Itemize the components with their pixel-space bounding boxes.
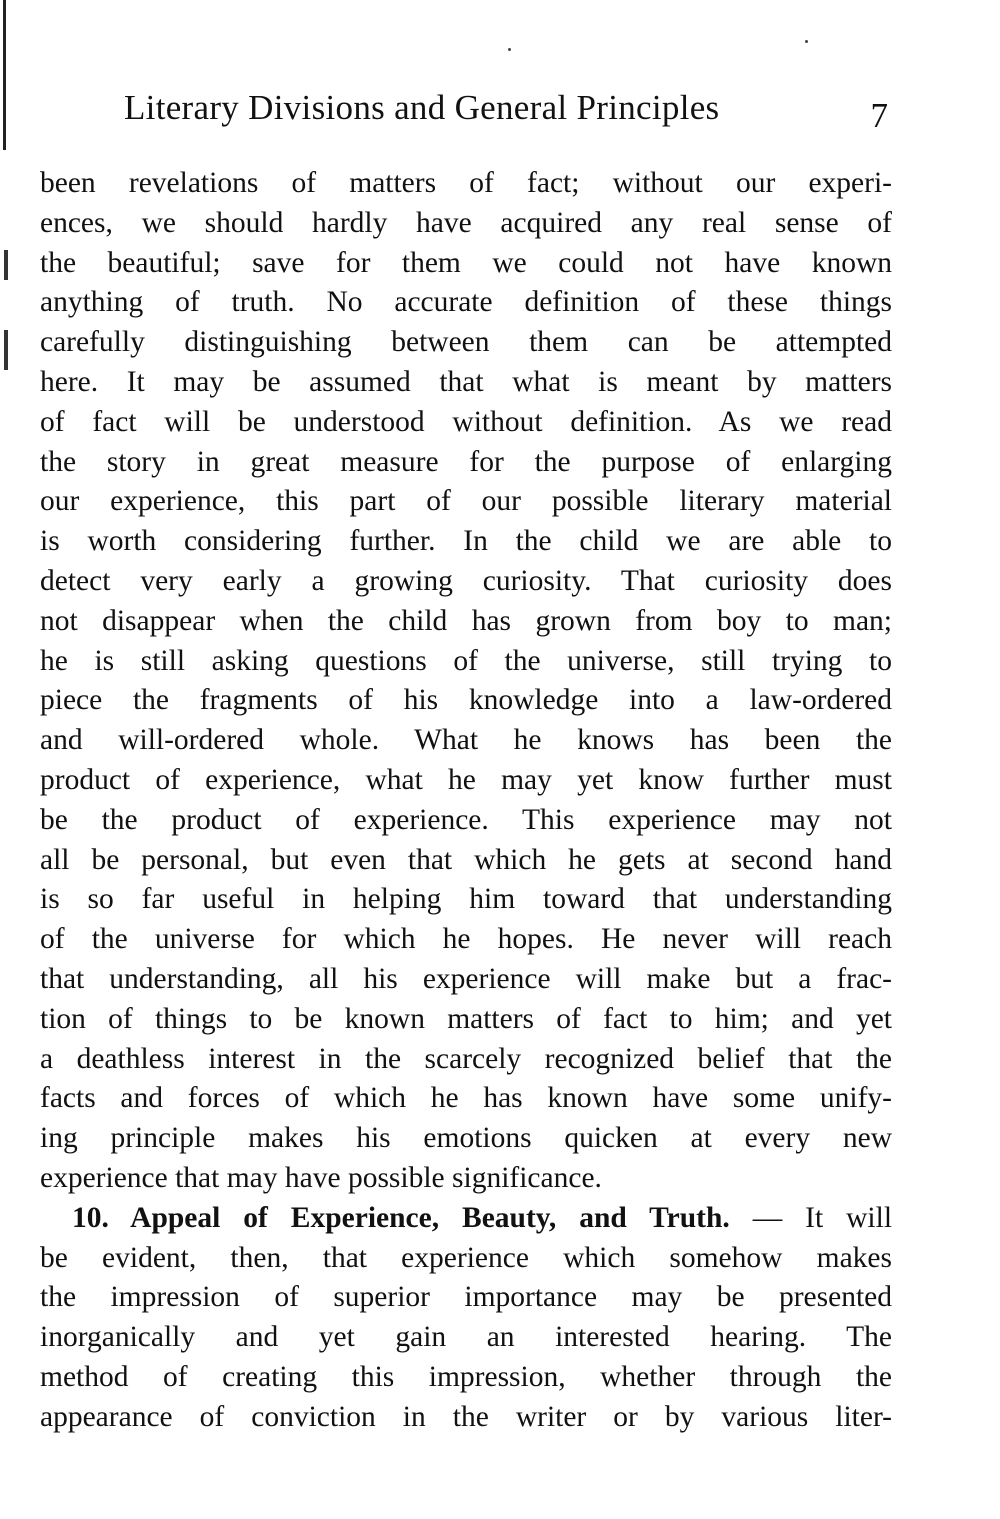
section-first-line	[40, 1199, 892, 1239]
text-line: appearance of conviction in the writer or by various liter-	[40, 1400, 892, 1433]
text-line: not disappear when the child has grown from boy to man;	[40, 604, 892, 637]
text-line: experience that may have possible significance.	[40, 1161, 602, 1194]
text-line: detect very early a growing curiosity. That curiosity does	[40, 564, 892, 597]
text-line: and will-ordered whole. What he knows has been the	[40, 724, 892, 757]
text-line: been revelations of matters of fact; without our experi-	[40, 167, 892, 199]
text-line: here. It may be assumed that what is meant by matters	[40, 365, 892, 398]
text-line: be the product of experience. This experience may not	[40, 803, 892, 836]
text-line: that understanding, all his experience will make but a frac-	[40, 962, 892, 995]
text-line: he is still asking questions of the universe, still trying to	[40, 644, 892, 677]
text-line: a deathless interest in the scarcely recognized belief that the	[40, 1042, 892, 1075]
text-line: product of experience, what he may yet know further must	[40, 763, 892, 796]
text-line: is worth considering further. In the child we are able to	[40, 525, 892, 558]
running-title: Literary Divisions and General Principles	[124, 88, 720, 127]
text-line: is so far useful in helping him toward that understanding	[40, 883, 892, 916]
text-line: method of creating this impression, whether through the	[40, 1360, 892, 1393]
ink-speck	[805, 40, 808, 43]
section-first-line-text: — It will	[752, 1201, 892, 1234]
text-line: anything of truth. No accurate definition of these things	[40, 286, 892, 319]
text-line: of fact will be understood without definition. As we read	[40, 405, 892, 438]
page-edge-mark	[4, 250, 8, 280]
text-line: the beautiful; save for them we could not have known	[40, 246, 892, 279]
text-line: tion of things to be known matters of fact to him; and yet	[40, 1002, 892, 1035]
text-line: piece the fragments of his knowledge into a law-ordered	[40, 684, 892, 717]
text-line: of the universe for which he hopes. He never will reach	[40, 923, 892, 956]
page-edge-mark	[3, 0, 6, 150]
running-head	[124, 88, 894, 138]
text-line: be evident, then, that experience which somehow makes	[40, 1241, 892, 1274]
text-line: carefully distinguishing between them can be attempted	[40, 326, 892, 359]
text-line: all be personal, but even that which he gets at second hand	[40, 843, 892, 876]
text-line: ences, we should hardly have acquired any real sense of	[40, 206, 892, 239]
text-line: inorganically and yet gain an interested hearing. The	[40, 1321, 892, 1354]
text-line: our experience, this part of our possible literary material	[40, 485, 892, 518]
section-heading: 10. Appeal of Experience, Beauty, and Truth.	[72, 1201, 730, 1234]
page-number: 7	[870, 96, 888, 135]
text-line: facts and forces of which he has known have some unify-	[40, 1082, 892, 1115]
text-line: the story in great measure for the purpose of enlarging	[40, 445, 892, 478]
page-edge-mark	[4, 330, 8, 370]
text-line: ing principle makes his emotions quicken at every new	[40, 1122, 892, 1155]
body-text	[40, 164, 892, 1438]
text-line: the impression of superior importance may be presented	[40, 1281, 892, 1314]
ink-speck	[508, 48, 511, 51]
